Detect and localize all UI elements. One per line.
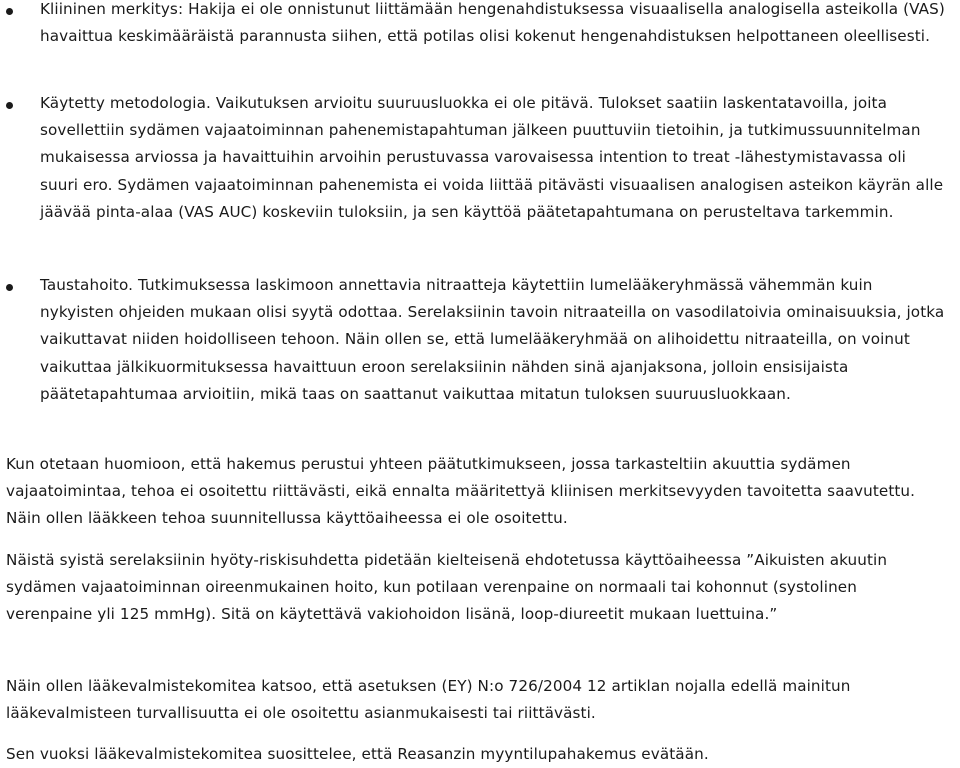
paragraph-chmp-opinion: Näin ollen lääkevalmistekomitea katsoo, että asetuksen (EY) N:o 726/2004 12 artiklan nojalla edellä mainitun lääkevalmisteen turvallisuutta ei ole osoitettu asianmukaisesti tai riittävästi. — [6, 677, 851, 723]
paragraph-efficacy-conclusion: Kun otetaan huomioon, että hakemus perustui yhteen päätutkimukseen, jossa tarkasteltiin akuuttia sydämen vajaatoimintaa, tehoa ei osoitettu riittävästi, eikä ennalta määritettyä kliinisen merkitsevyyden tavoitetta saavutettu. Näin ollen lääkkeen tehoa suunnitellussa käyttöaiheessa ei ole osoitettu. — [6, 455, 916, 528]
bullet-text: Taustahoito. Tutkimuksessa laskimoon annettavia nitraatteja käytettiin lumelääkeryhmässä vähemmän kuin nykyisten ohjeiden mukaan olisi syytä odottaa. Serelaksiinin tavoin nitraateilla on vasodilatoivia ominaisuuksia, jotka vaikuttavat niiden hoidolliseen tehoon. Näin ollen se, että lumelääkeryhmää on alihoidettu nitraateilla, on voinut vaikuttaa jälkikuormituksessa havaittuun eroon serelaksiinin nähden sinä ajanjaksona, jolloin ensisijaista päätetapahtumaa arvioitiin, mikä taas on saattanut vaikuttaa mitatun tuloksen suuruusluokkaan. — [40, 276, 945, 403]
bullet-dot — [6, 102, 13, 109]
paragraph-recommendation: Sen vuoksi lääkevalmistekomitea suosittelee, että Reasanzin myyntilupahakemus evätään. — [6, 745, 709, 763]
bullet-dot — [6, 8, 13, 15]
bullet-text: Käytetty metodologia. Vaikutuksen arvioitu suuruusluokka ei ole pitävä. Tulokset saatiin laskentatavoilla, joita sovellettiin sydämen vajaatoiminnan pahenemistapahtuman jälkeen puuttuviin tietoihin, ja tutkimussuunnitelman mukaisessa arviossa ja havaittuihin arvoihin perustuvassa varovaisessa intention to treat -lähestymistavassa oli suuri ero. Sydämen vajaatoiminnan pahenemista ei voida liittää pitävästi visuaalisen analogisen asteikon käyrän alle jäävää pinta-alaa (VAS AUC) koskeviin tuloksiin, ja sen käyttöä päätetapahtumana on perusteltava tarkemmin. — [40, 94, 944, 221]
paragraph-benefit-risk: Näistä syistä serelaksiinin hyöty-riskisuhdetta pidetään kielteisenä ehdotetussa käyttöaiheessa ”Aikuisten akuutin sydämen vajaatoiminnan oireenmukainen hoito, kun potilaan verenpaine on normaali tai kohonnut (systolinen verenpaine yli 125 mmHg). Sitä on käytettävä vakiohoidon lisänä, loop-diureetit mukaan luettuina.” — [6, 551, 888, 624]
bullet-text: Kliininen merkitys: Hakija ei ole onnistunut liittämään hengenahdistuksessa visuaalisella analogisella asteikolla (VAS) havaittua keskimääräistä parannusta siihen, että potilas olisi kokenut hengenahdistuksen helpottaneen oleellisesti. — [40, 0, 945, 46]
bullet-dot — [6, 284, 13, 291]
